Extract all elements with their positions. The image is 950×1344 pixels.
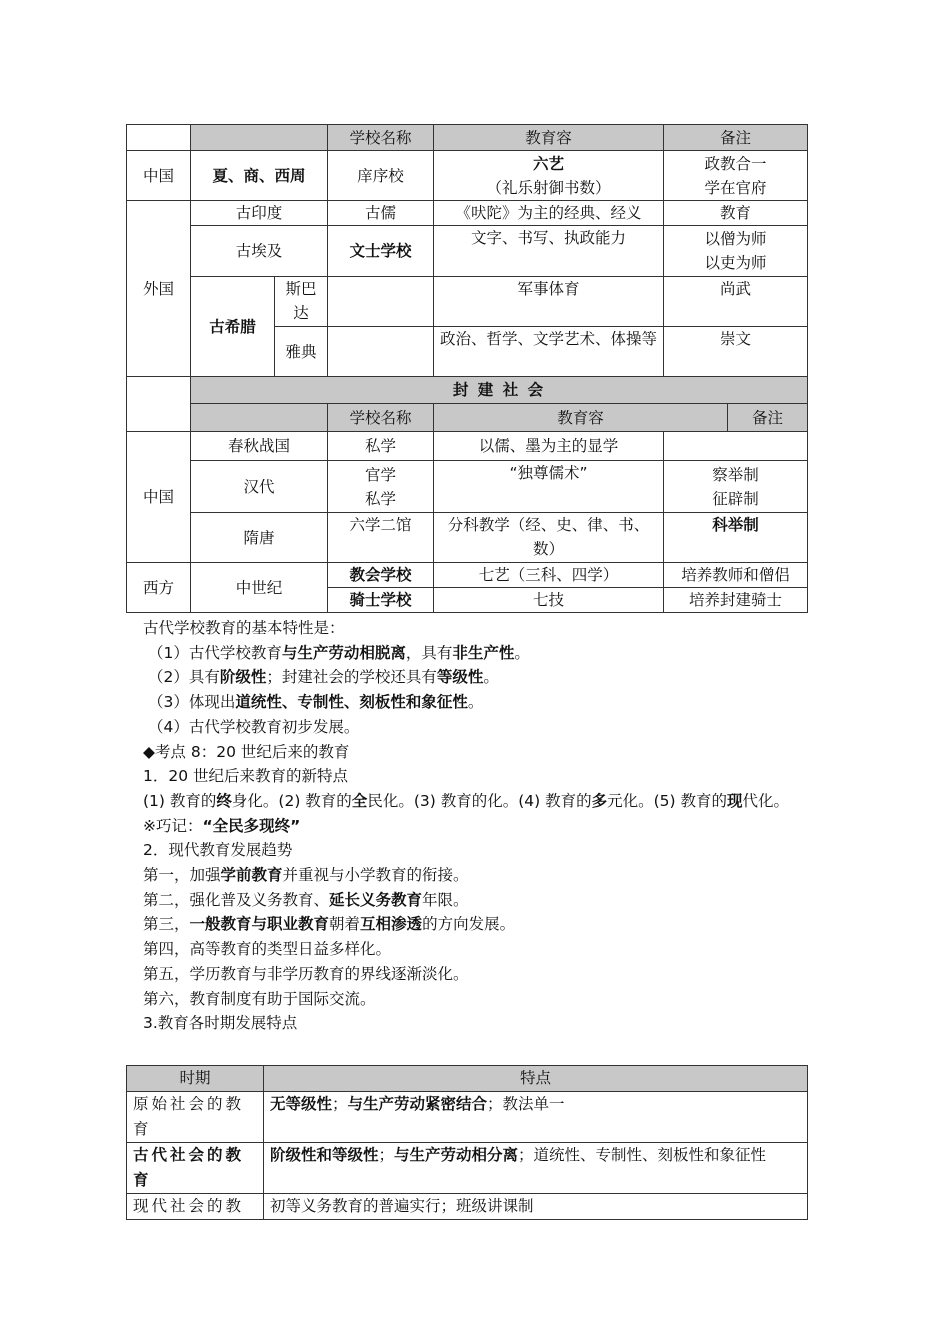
trend-item: 第三，一般教育与职业教育朝着互相渗透的方向发展。 [143, 915, 516, 934]
trait-item: （3）体现出道统性、专制性、刻板性和象征性。 [148, 693, 484, 712]
table-row [127, 201, 808, 226]
school-cell [328, 277, 434, 327]
school-cell: 庠序校 [328, 151, 434, 201]
content-main: 六艺 [533, 154, 565, 173]
city-cell: 雅典 [275, 327, 328, 377]
period-cell: 古印度 [191, 201, 328, 226]
school-cell: 教会学校 [328, 563, 434, 588]
content-cell: 军事体育 [434, 277, 664, 327]
period-cell: 古埃及 [191, 226, 328, 277]
content-cell: 分科教学（经、史、律、书、数） [434, 513, 664, 563]
table-row [127, 1143, 808, 1194]
school-cell: 文士学校 [328, 226, 434, 277]
school-cell: 骑士学校 [328, 588, 434, 613]
table-row [127, 1092, 808, 1143]
empty-header-cell [191, 404, 328, 432]
notes-section [143, 616, 808, 1036]
section-heading: 1．20 世纪后来教育的新特点 [143, 767, 349, 786]
table-row [127, 432, 808, 461]
trend-item: 第一，加强学前教育并重视与小学教育的衔接。 [143, 866, 469, 885]
table-row [127, 277, 808, 327]
note-cell: 科举制 [664, 513, 808, 563]
period-cell: 原始社会的教育 [127, 1092, 264, 1143]
trait-item: （2）具有阶级性；封建社会的学校还具有等级性。 [148, 668, 499, 687]
region-cell: 西方 [127, 563, 191, 613]
period-cell: 汉代 [191, 461, 328, 513]
school-cell: 六学二馆 [328, 513, 434, 563]
trend-item: 第二，强化普及义务教育、延长义务教育年限。 [143, 890, 469, 909]
table-row [127, 513, 808, 563]
period-cell: 中世纪 [191, 563, 328, 613]
note-line: 学在官府 [704, 178, 767, 197]
empty-header-cell [191, 125, 328, 151]
features-paragraph: (1) 教育的终身化。(2) 教育的全民化。(3) 教育的化。(4) 教育的多元化。(5) 教育的现代化。 [143, 791, 790, 810]
content-cell: 政治、哲学、文学艺术、体操等 [434, 327, 664, 377]
school-cell: 古儒 [328, 201, 434, 226]
education-history-table [126, 124, 808, 613]
trait-item: （1）古代学校教育与生产劳动相脱离，具有非生产性。 [148, 643, 530, 662]
trait-item: （4）古代学校教育初步发展。 [148, 717, 360, 736]
note-line: 察举制 [712, 465, 759, 484]
school-cell [328, 461, 434, 513]
header-school-name: 学校名称 [328, 404, 434, 432]
table-row [127, 151, 808, 201]
school-cell [328, 327, 434, 377]
header-period: 时期 [127, 1066, 264, 1092]
table-header-row [127, 1066, 808, 1092]
note-cell [664, 151, 808, 201]
feature-cell: 阶级性和等级性；与生产劳动相分离；道统性、专制性、刻板性和象征性 [264, 1143, 808, 1194]
header-content: 教育容 [434, 125, 664, 151]
period-cell: 现代社会的教 [127, 1194, 264, 1220]
table-row [127, 1194, 808, 1220]
feature-cell: 初等义务教育的普遍实行；班级讲课制 [264, 1194, 808, 1220]
note-cell: 培养教师和僧侣 [664, 563, 808, 588]
section-heading: ◆考点 8：20 世纪后来的教育 [143, 742, 350, 761]
school-cell: 私学 [328, 432, 434, 461]
period-cell: 古代社会的教育 [127, 1143, 264, 1194]
period-cell: 夏、商、西周 [191, 151, 328, 201]
school-line: 私学 [364, 489, 396, 508]
content-cell: 七艺（三科、四学） [434, 563, 664, 588]
school-line: 官学 [364, 465, 396, 484]
content-cell: “独尊儒术” [434, 461, 664, 513]
mnemonic: ※巧记：“全民多现终” [143, 816, 301, 835]
period-features-table [126, 1065, 808, 1220]
table-row [127, 563, 808, 588]
note-cell [664, 432, 808, 461]
note-cell: 崇文 [664, 327, 808, 377]
note-line: 以僧为师 [704, 230, 767, 248]
header-note: 备注 [664, 125, 808, 151]
content-cell: 文字、书写、执政能力 [434, 226, 664, 277]
period-cell: 隋唐 [191, 513, 328, 563]
period-cell: 古希腊 [191, 277, 275, 377]
content-cell [434, 151, 664, 201]
section-heading: 3.教育各时期发展特点 [143, 1014, 298, 1033]
note-cell: 尚武 [664, 277, 808, 327]
city-cell: 斯巴达 [275, 277, 328, 327]
empty-corner-cell [127, 125, 191, 151]
table-row [127, 461, 808, 513]
notes-intro: 古代学校教育的基本特性是： [143, 619, 345, 637]
header-feature: 特点 [264, 1066, 808, 1092]
note-cell: 教育 [664, 201, 808, 226]
region-cell: 中国 [127, 151, 191, 201]
content-cell: 七技 [434, 588, 664, 613]
note-line: 征辟制 [712, 489, 759, 508]
trend-item: 第五，学历教育与非学历教育的界线逐渐淡化。 [143, 964, 469, 983]
region-cell: 外国 [127, 201, 191, 377]
header-note: 备注 [728, 404, 808, 432]
section-heading: 2．现代教育发展趋势 [143, 841, 293, 860]
table-row [127, 226, 808, 277]
note-line: 以吏为师 [704, 254, 767, 272]
section-title: 封 建 社 会 [191, 377, 808, 404]
feature-cell: 无等级性；与生产劳动紧密结合；教法单一 [264, 1092, 808, 1143]
note-cell [664, 461, 808, 513]
table-header-row [127, 404, 808, 432]
header-content: 教育容 [434, 404, 728, 432]
empty-corner-cell [127, 377, 191, 432]
region-cell: 中国 [127, 432, 191, 563]
content-sub: （礼乐射御书数） [486, 178, 611, 197]
period-cell: 春秋战国 [191, 432, 328, 461]
trend-item: 第四，高等教育的类型日益多样化。 [143, 940, 392, 959]
table-header-row [127, 125, 808, 151]
note-cell: 培养封建骑士 [664, 588, 808, 613]
trend-item: 第六，教育制度有助于国际交流。 [143, 989, 376, 1008]
header-school-name: 学校名称 [328, 125, 434, 151]
note-line: 政教合一 [704, 154, 767, 173]
section-title-row [127, 377, 808, 404]
note-cell [664, 226, 808, 277]
content-cell: 《吠陀》为主的经典、经义 [434, 201, 664, 226]
content-cell: 以儒、墨为主的显学 [434, 432, 664, 461]
